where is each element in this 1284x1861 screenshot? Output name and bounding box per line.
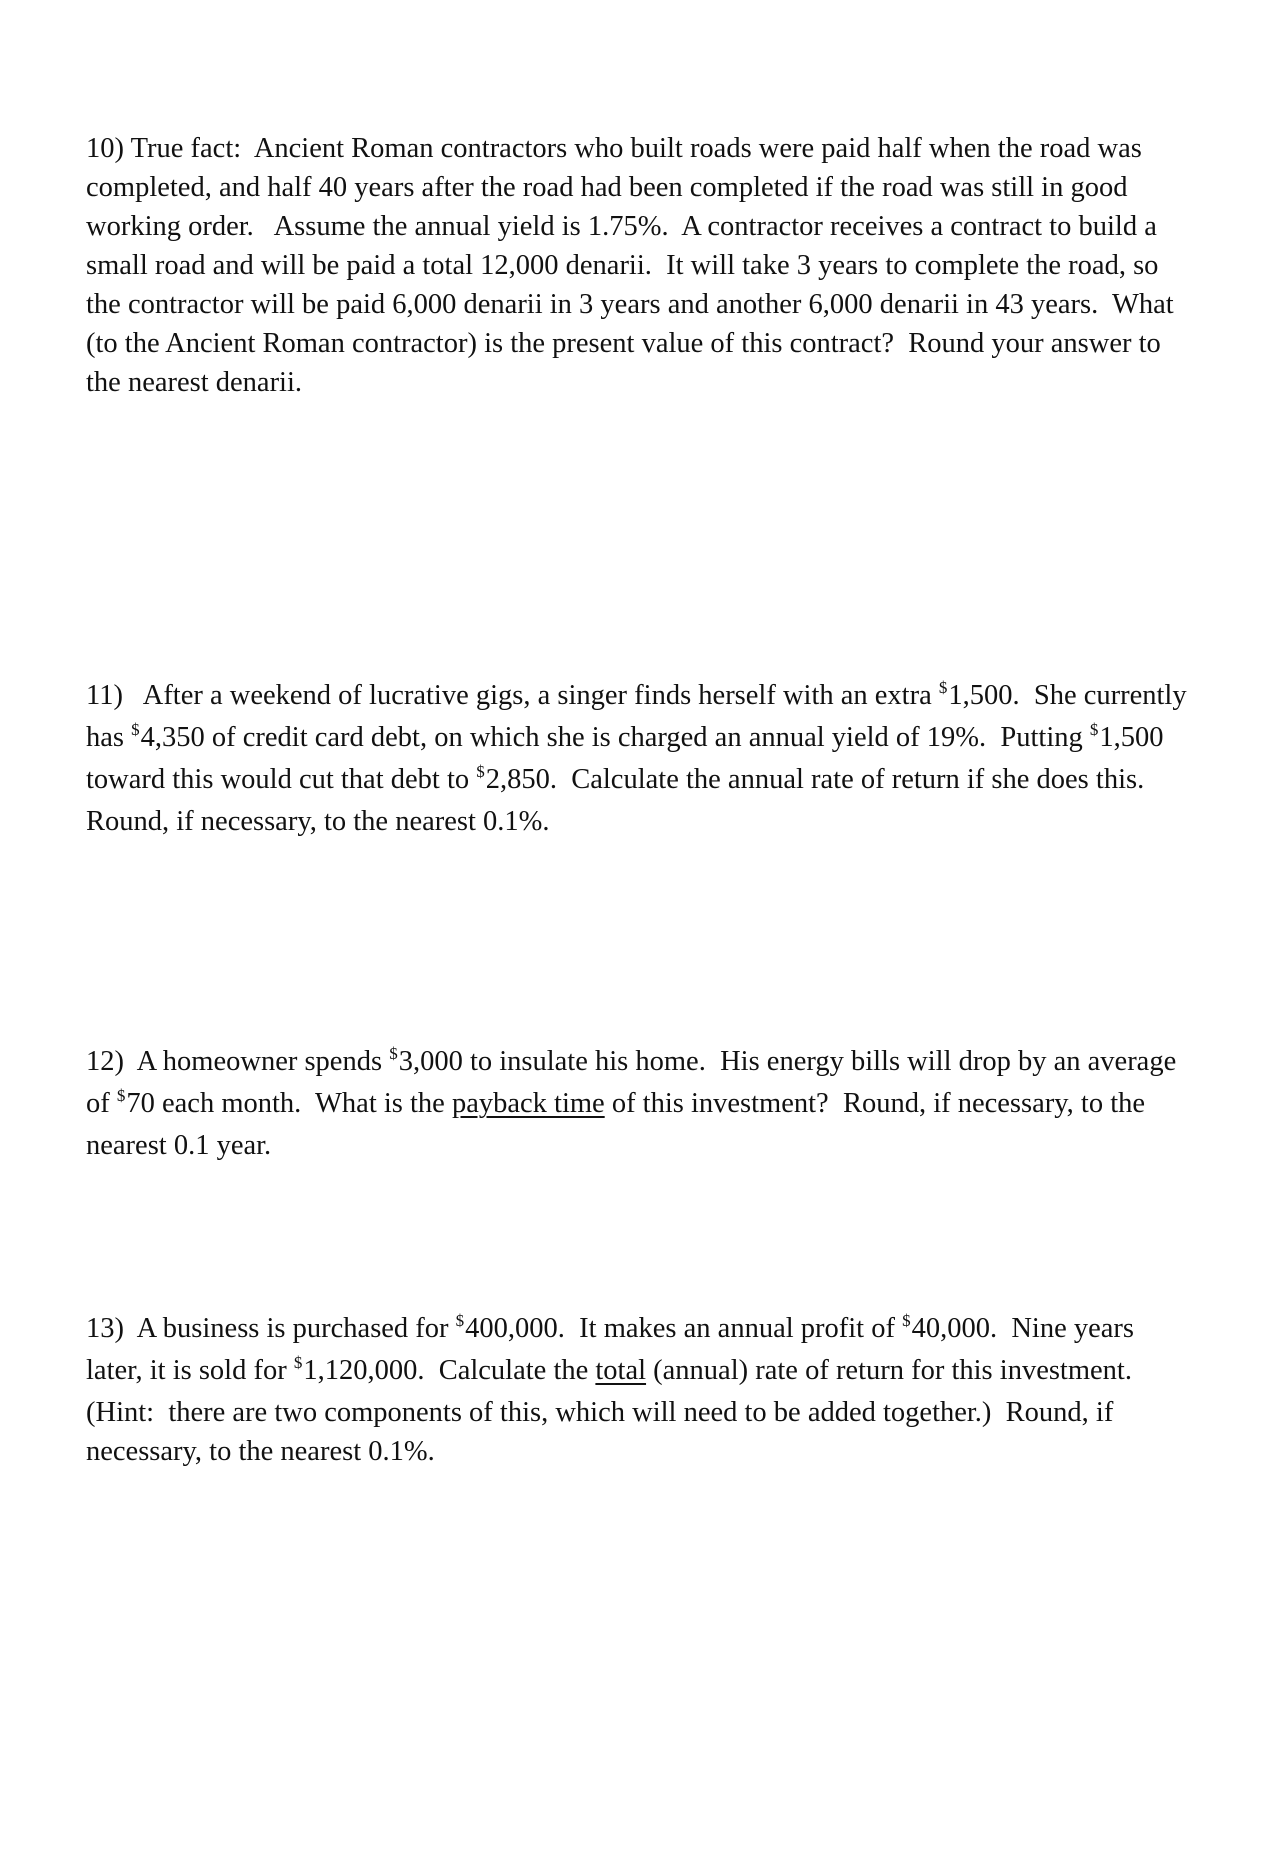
text: 13) A business is purchased for xyxy=(86,1313,456,1344)
text: 40,000. Nine years xyxy=(911,1313,1134,1344)
problem-10 xyxy=(86,129,1226,402)
problem-10-line: the nearest denarii. xyxy=(86,367,303,398)
dollar-sign: $ xyxy=(116,1086,126,1105)
text: 2,850. Calculate the annual rate of return if she does this. xyxy=(485,764,1145,795)
text: toward this would cut that debt to xyxy=(86,764,477,795)
text: later, it is sold for xyxy=(86,1355,294,1386)
dollar-sign: $ xyxy=(131,720,140,739)
problem-10-line: the contractor will be paid 6,000 denarii in 3 years and another 6,000 denarii in 43 years. What xyxy=(86,289,1174,320)
text: of xyxy=(86,1088,117,1119)
problem-12-line: nearest 0.1 year. xyxy=(86,1130,272,1161)
text: 400,000. It makes an annual profit of xyxy=(465,1313,903,1344)
text: 70 each month. What is the xyxy=(126,1088,452,1119)
problem-10-line: (to the Ancient Roman contractor) is the present value of this contract? Round your answer to xyxy=(86,328,1161,359)
problem-11-line xyxy=(86,718,1226,760)
problem-13-line: necessary, to the nearest 0.1%. xyxy=(86,1436,435,1467)
underlined-term: total xyxy=(595,1355,647,1386)
dollar-sign: $ xyxy=(902,1311,911,1330)
dollar-sign: $ xyxy=(938,678,948,697)
problem-10-line: 10) True fact: Ancient Roman contractors who built roads were paid half when the road was xyxy=(86,133,1142,164)
problem-11 xyxy=(86,676,1226,841)
dollar-sign: $ xyxy=(476,762,485,781)
text: 1,120,000. Calculate the xyxy=(303,1355,596,1386)
problem-12-line xyxy=(86,1084,1226,1126)
text: 1,500 xyxy=(1099,722,1164,753)
problem-11-line xyxy=(86,676,1226,718)
text: 11) After a weekend of lucrative gigs, a singer finds herself with an extra xyxy=(86,680,939,711)
dollar-sign: $ xyxy=(293,1353,303,1372)
dollar-sign: $ xyxy=(1089,720,1099,739)
problem-11-line xyxy=(86,760,1226,802)
problem-13-line xyxy=(86,1351,1226,1393)
problem-11-line: Round, if necessary, to the nearest 0.1%. xyxy=(86,806,550,837)
text: of this investment? Round, if necessary, to the xyxy=(604,1088,1146,1119)
problem-10-line: small road and will be paid a total 12,000 denarii. It will take 3 years to complete the road, so xyxy=(86,250,1159,281)
text: has xyxy=(86,722,132,753)
problem-13-line xyxy=(86,1309,1226,1351)
text: (annual) rate of return for this investment. xyxy=(646,1355,1132,1386)
text: 3,000 to insulate his home. His energy bills will drop by an average xyxy=(398,1046,1177,1077)
problem-10-line: working order. Assume the annual yield is 1.75%. A contractor receives a contract to build a xyxy=(86,211,1157,242)
problem-10-line: completed, and half 40 years after the road had been completed if the road was still in good xyxy=(86,172,1128,203)
text: 1,500. She currently xyxy=(948,680,1187,711)
dollar-sign: $ xyxy=(455,1311,465,1330)
text: 12) A homeowner spends xyxy=(86,1046,390,1077)
text: 4,350 of credit card debt, on which she is charged an annual yield of 19%. Putting xyxy=(140,722,1090,753)
underlined-term: payback time xyxy=(451,1088,605,1119)
problem-12 xyxy=(86,1042,1226,1165)
problem-12-line xyxy=(86,1042,1226,1084)
dollar-sign: $ xyxy=(389,1044,398,1063)
problem-13-line: (Hint: there are two components of this, which will need to be added together.) Round, if xyxy=(86,1397,1114,1428)
problem-13 xyxy=(86,1309,1226,1471)
